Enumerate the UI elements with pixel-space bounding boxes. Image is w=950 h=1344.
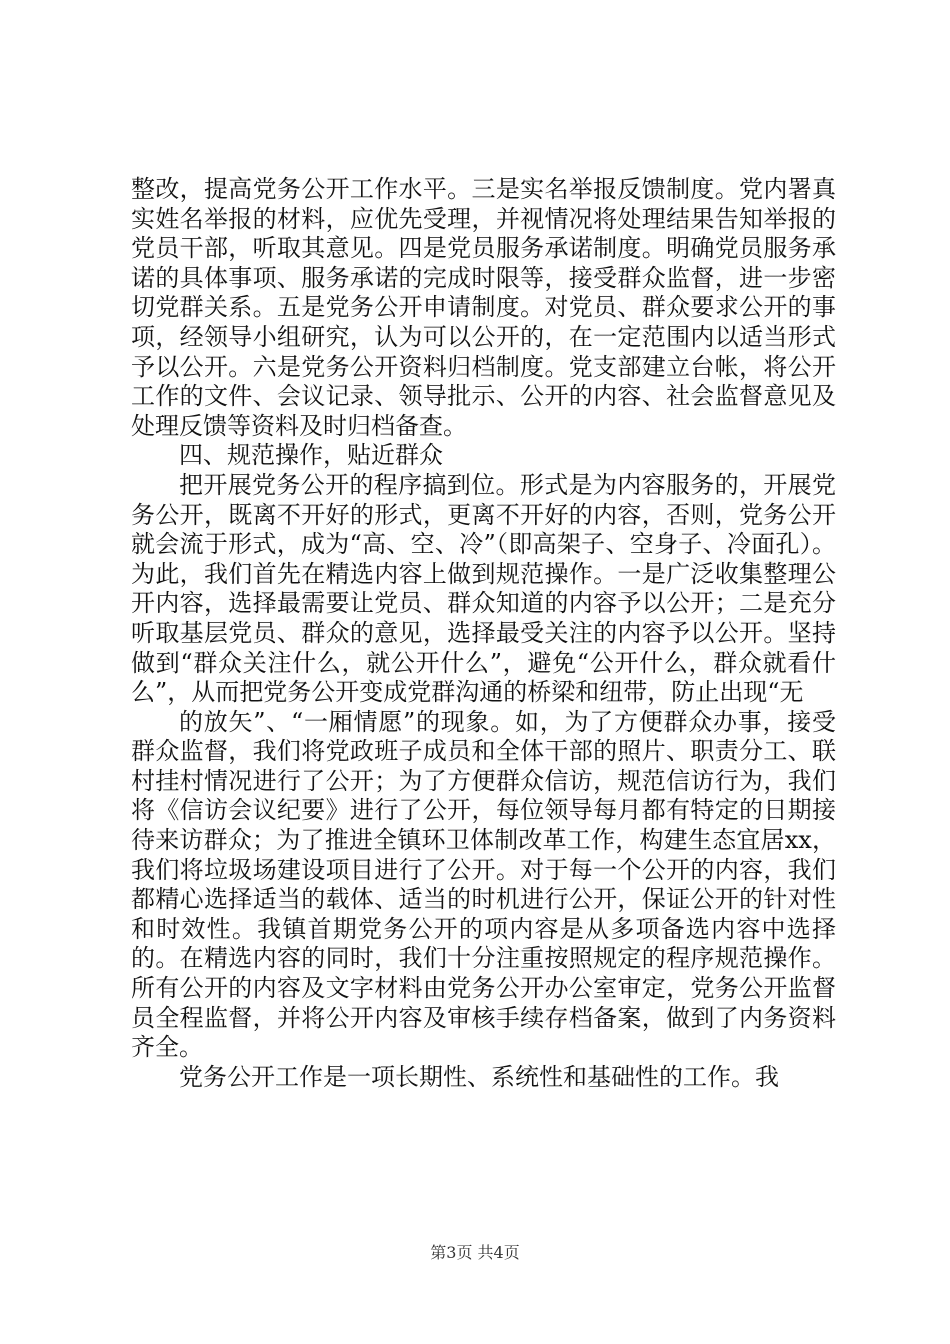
section-heading: 四、规范操作，贴近群众 xyxy=(179,441,443,470)
paragraph-procedure: 把开展党务公开的程序搞到位。形式是为内容服务的，开展党务公开，既离不开好的形式，更离不开好的内容，否则，党务公开就会流于形式，成为“高、空、冷”（即高架子、空身子、冷面孔）。为此，我们首先在精选内容上做到规范操作。一是广泛收集整理公开内容，选择最需要让党员、群众知道的内容予以公开；二是充分听取基层党员、群众的意见，选择最受关注的内容予以公开。坚持做到“群众关注什么，就公开什么”，避免“公开什么，群众就看什么”，从而把党务公开变成党群沟通的桥梁和纽带，防止出现“无 xyxy=(131,470,836,707)
paragraph-continued-text: 整改，提高党务公开工作水平。三是实名举报反馈制度。党内署真实姓名举报的材料，应优先受理，并视情况将处理结果告知举报的党员干部，听取其意见。四是党员服务承诺制度。明确党员服务承诺的具体事项、服务承诺的完成时限等，接受群众监督，进一步密切党群关系。五是党务公开申请制度。对党员、群众要求公开的事项，经领导小组研究，认为可以公开的，在一定范围内以适当形式予以公开。六是党务公开资料归档制度。党支部建立台帐，将公开工作的文件、会议记录、领导批示、公开的内容、社会监督意见及处理反馈等资料及时归档备查。 xyxy=(131,175,836,440)
page-number-footer: 第3页 共4页 xyxy=(430,1243,520,1262)
paragraph-examples: 的放矢”、“一厢情愿”的现象。如，为了方便群众办事，接受群众监督，我们将党政班子成员和全体干部的照片、职责分工、联村挂村情况进行了公开；为了方便群众信访，规范信访行为，我们将《信访会议纪要》进行了公开，每位领导每月都有特定的日期接待来访群众；为了推进全镇环卫体制改革工作，构建生态宜居xx，我们将垃圾场建设项目进行了公开。对于每一个公开的内容，我们都精心选择适当的载体、适当的时机进行公开，保证公开的针对性和时效性。我镇首期党务公开的项内容是从多项备选内容中选择的。在精选内容的同时，我们十分注重按照规定的程序规范操作。所有公开的内容及文字材料由党务公开办公室审定，党务公开监督员全程监督，并将公开内容及审核手续存档备案，做到了内务资料齐全。 xyxy=(131,707,836,1062)
paragraph-closing: 党务公开工作是一项长期性、系统性和基础性的工作。我 xyxy=(179,1062,779,1091)
document-body xyxy=(131,175,836,1092)
